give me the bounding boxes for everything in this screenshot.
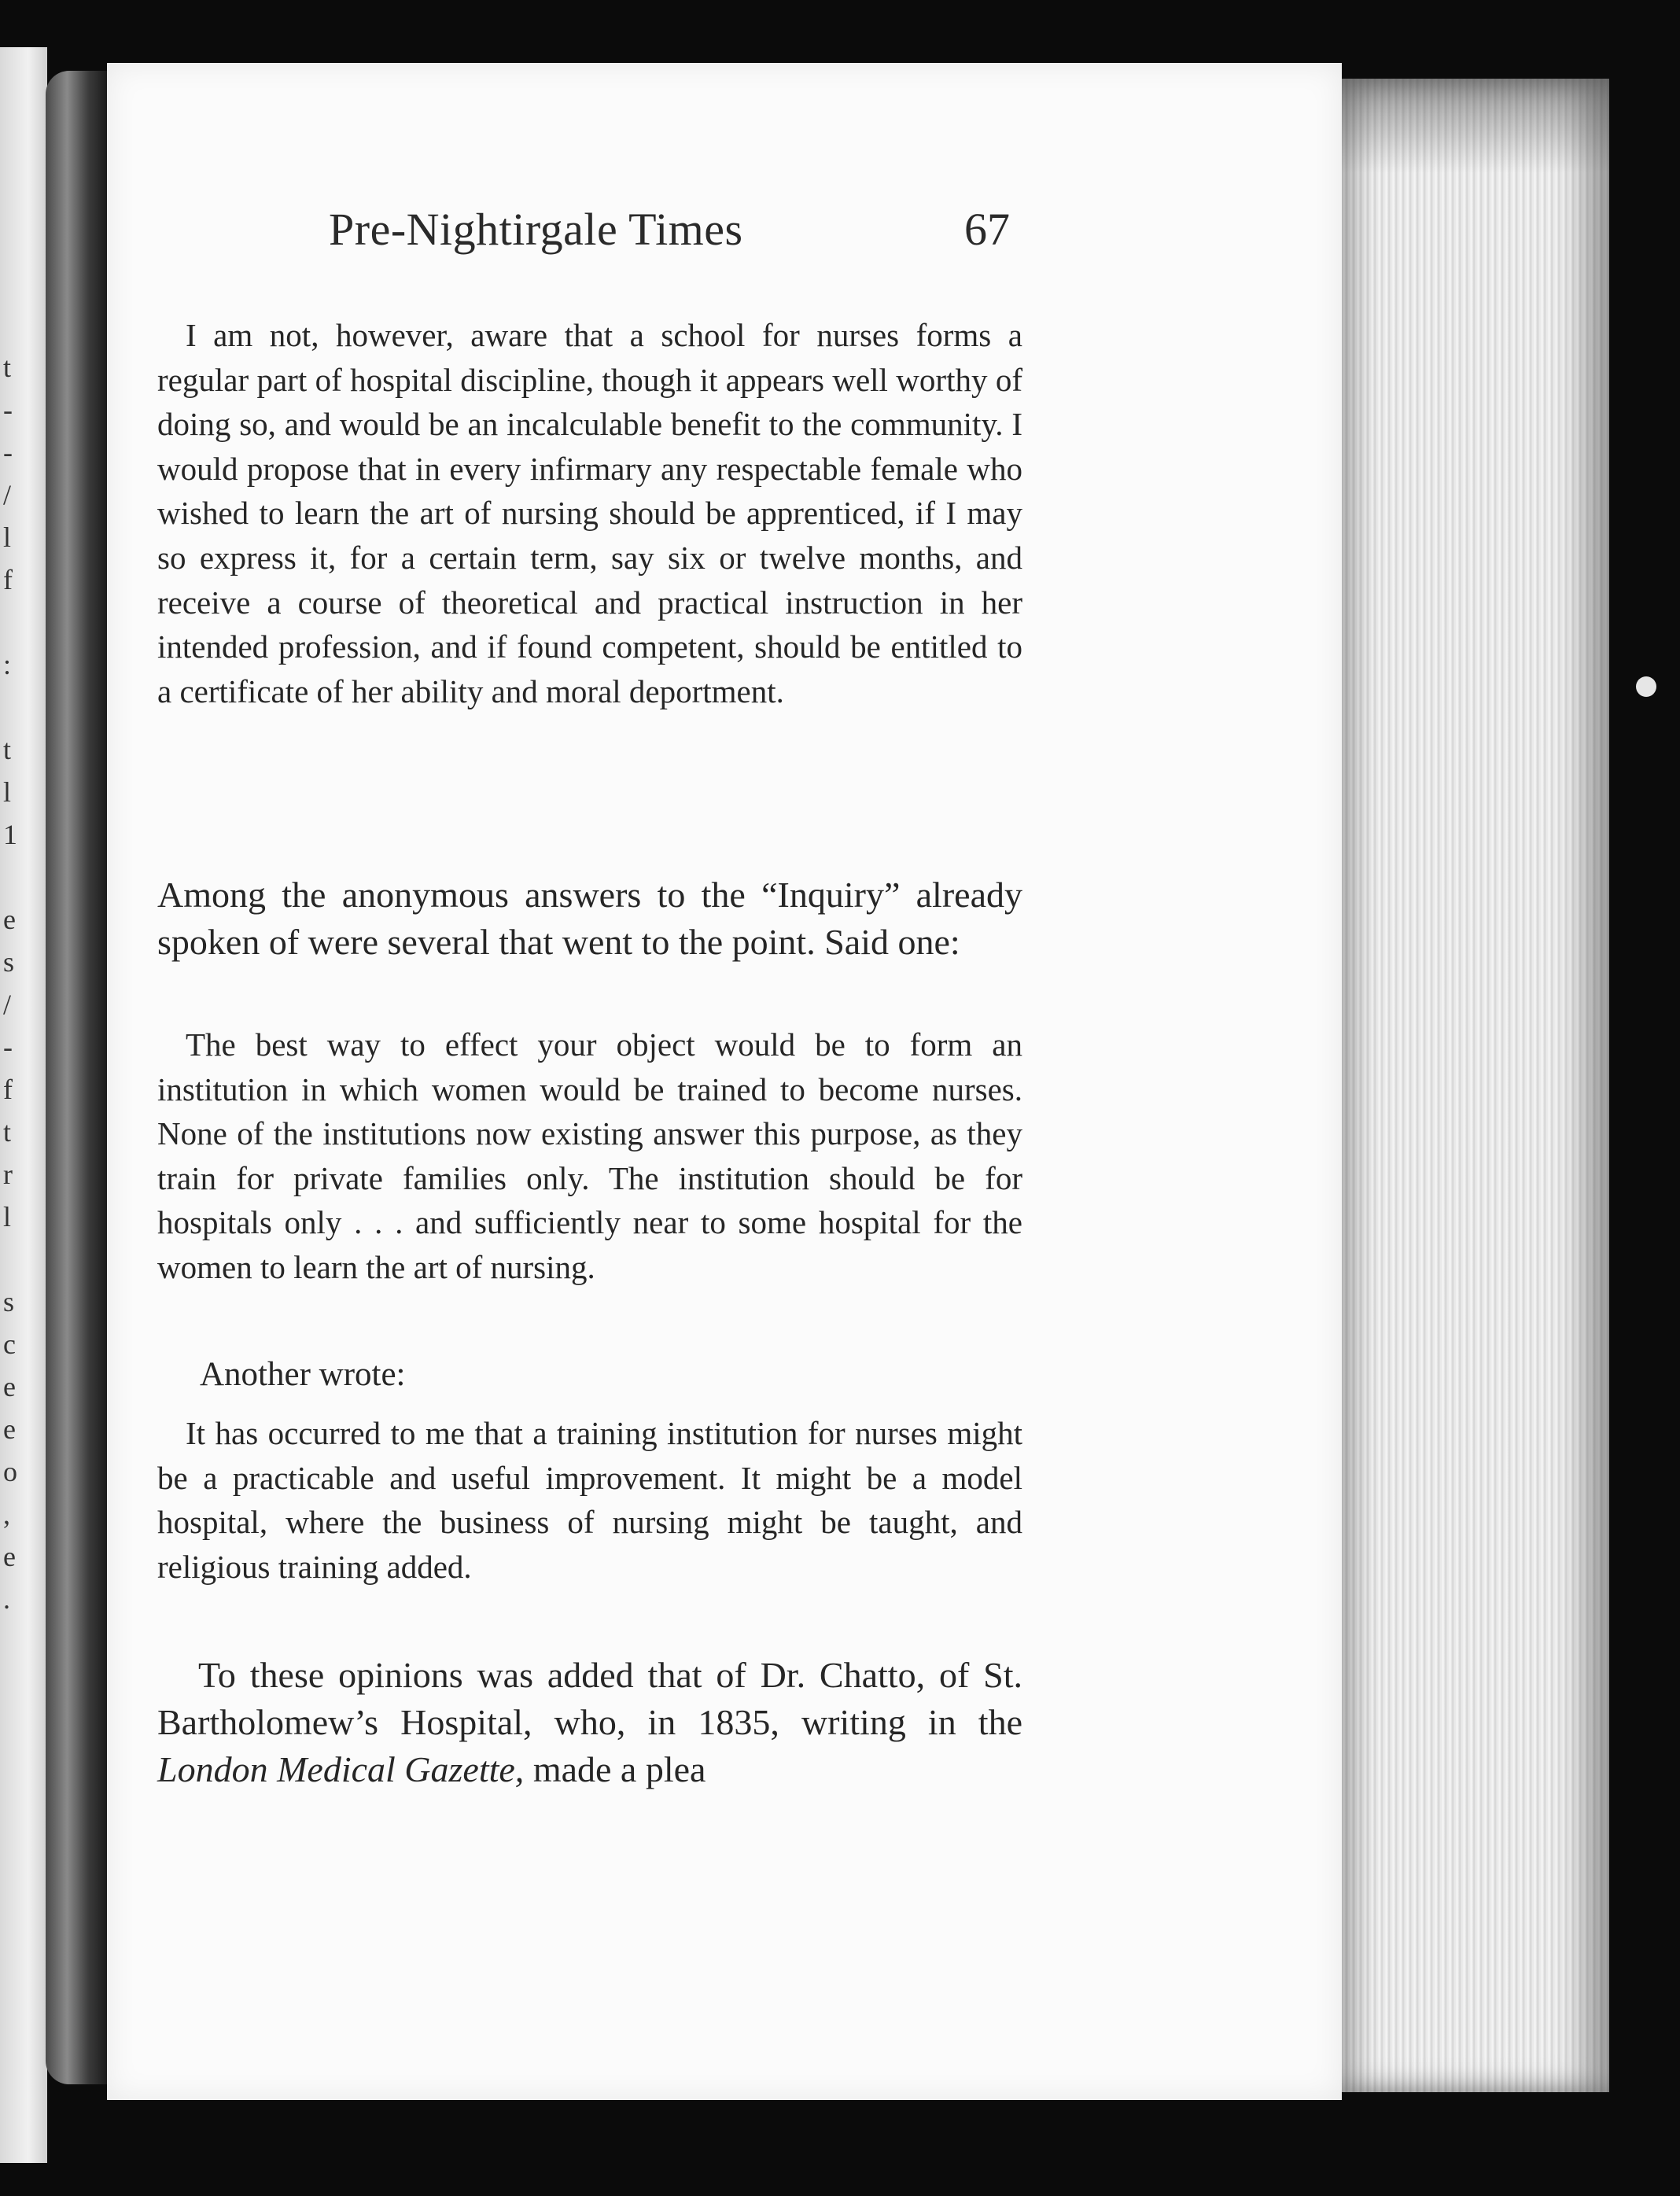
page-number: 67 [964,204,1010,255]
quote-paragraph-2 [157,1022,1022,1290]
left-margin-glyph: . [3,1583,10,1615]
left-margin-glyph: l [3,776,12,808]
book-gutter [46,71,107,2084]
quote-1-text: I am not, however, aware that a school for nurses forms a regular part of hospital discipline, though it appears well worthy of doing so, and would be an incalculable benefit to the community. I would propose that in every infirmary any respectable female who wished to learn the art of nursing should be apprenticed, if I may so express it, for a certain term, say six or twelve months, and receive a course of theoretical and practical instruction in her intended profession, and if found competent, should be entitled to a certificate of her ability and moral deportment. [157,317,1022,709]
left-margin-glyph: t [3,352,12,383]
left-page-margin-text [3,346,27,1620]
left-margin-glyph: - [3,394,13,426]
prose-1-text: Among the anonymous answers to the “Inquiry” already spoken of were several that went to the point. Said one: [157,875,1022,962]
left-margin-glyph: f [3,564,13,595]
quote-3-text: It has occurred to me that a training institution for nurses might be a practicable and useful improvement. It might be a model hospital, where the business of nursing might be taught, and religious training added. [157,1415,1022,1585]
left-margin-glyph [3,601,27,643]
quote-paragraph-3 [157,1411,1022,1589]
quote-paragraph-1 [157,313,1022,713]
left-margin-glyph: c [3,1328,16,1360]
left-margin-glyph: l [3,521,12,553]
prose-paragraph-3 [157,1652,1022,1793]
edges-shadow [1342,79,1609,173]
left-margin-glyph: s [3,946,15,978]
left-margin-glyph: s [3,1286,15,1317]
prose-3-text-start: To these opinions was added that of Dr. Chatto, of St. Bartholomew’s Hospital, who, in 1835, writing in the [157,1655,1022,1742]
left-margin-glyph: t [3,1116,12,1148]
left-margin-glyph: / [3,989,12,1020]
left-margin-glyph: , [3,1498,10,1530]
quote-2-text: The best way to effect your object would be to form an institution in which women would be trained to become nurses. None of the institutions now existing answer this purpose, as they train for private families only. The institution should be for hospitals only . . . and sufficiently near to some hospital for the women to learn the art of nursing. [157,1026,1022,1285]
left-margin-glyph: r [3,1159,13,1190]
left-margin-glyph: e [3,1541,16,1572]
page-edges [1342,79,1609,2092]
left-margin-glyph [3,1238,27,1280]
left-margin-glyph: e [3,904,16,935]
prose-2-text: Another wrote: [200,1356,406,1393]
left-margin-glyph: e [3,1371,16,1402]
prose-paragraph-2 [200,1353,986,1398]
left-margin-glyph: t [3,734,12,765]
left-margin-glyph: - [3,437,13,468]
running-head: Pre-Nightirgale Times [329,204,743,255]
prose-3-text-end: made a plea [524,1749,706,1789]
left-margin-glyph: e [3,1413,16,1445]
left-margin-glyph: : [3,649,12,680]
left-margin-glyph [3,686,27,728]
left-margin-glyph: 1 [3,819,17,850]
prose-paragraph-1 [157,871,1022,966]
publication-title: London Medical Gazette, [157,1749,525,1789]
left-facing-page [0,47,47,2163]
left-margin-glyph: o [3,1456,17,1487]
left-margin-glyph: l [3,1201,12,1232]
left-margin-glyph [3,856,27,898]
left-margin-glyph: - [3,1031,13,1063]
left-margin-glyph: / [3,479,12,510]
dust-speck [1636,676,1656,697]
left-margin-glyph: f [3,1074,13,1105]
